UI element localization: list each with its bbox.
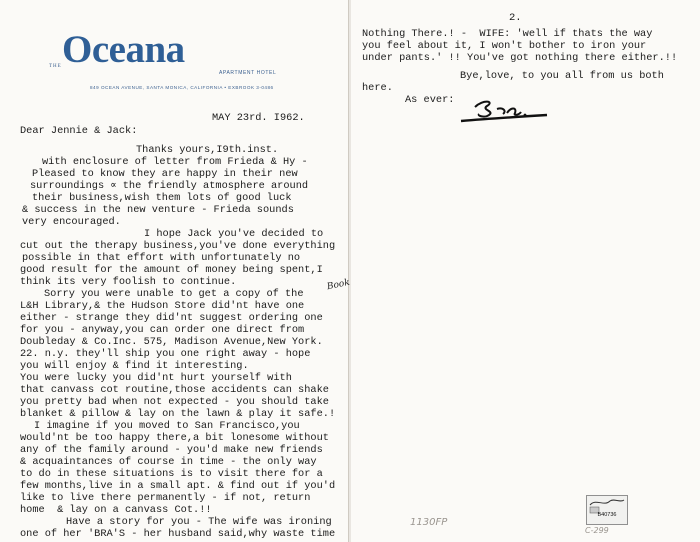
letter-line: under pants.' !! You've got nothing there either.!! [362,52,678,64]
page-number: 2. [509,12,522,24]
letter-line: you will enjoy & find it interesting. [20,360,249,372]
salutation: Dear Jennie & Jack: [20,125,138,137]
letter-line: very encouraged. [22,216,121,228]
letterhead-address: 849 OCEAN AVENUE, SANTA MONICA, CALIFORNIA • EXBROOK 3-0486 [90,85,274,90]
letter-line: think its very foolish to continue. [20,276,237,288]
letter-line: you pretty bad when not expected - you should take [20,396,329,408]
letter-line: I imagine if you moved to San Francisco,you [34,420,300,432]
letter-line: & acquaintances of course in time - the only way [20,456,317,468]
letter-line: good result for the amount of money being spent,I [20,264,323,276]
letterhead-logo: Oceana [62,28,185,71]
signature [455,97,555,125]
letter-line: for you - anyway,you can order one direct from [20,324,305,336]
letter-line: Nothing There.! - WIFE: 'well if thats the way [362,28,653,40]
hologram-id: B40736 [597,512,617,518]
letter-line: blanket & pillow & lay on the lawn & play it safe.! [20,408,336,420]
letter-line: possible in that effort with unfortunately no [22,252,301,264]
letter-line: either - strange they did'nt suggest ordering one [20,312,323,324]
letter-line: L&H Library,& the Hudson Store did'nt have one [20,300,305,312]
letterhead-the: THE [49,64,62,69]
handwritten-book: Book [326,277,351,293]
closing-line: As ever: [405,94,455,106]
letter-line: Pleased to know they are happy in their new [32,168,298,180]
letter-line: any of the family around - you'd make new friends [20,444,323,456]
letter-line: Bye,love, to you all from us both [460,70,664,82]
letter-line: to do in these situations is to visit there for a [20,468,323,480]
letter-line: here. [362,82,393,94]
letter-line: one of her 'BRA'S - her husband said,why waste time [20,528,336,540]
letter-line: cut out the therapy business,you've done everything [20,240,336,252]
letter-line: their business,wish them lots of good luck [32,192,292,204]
letter-line: Have a story for you - The wife was ironing [66,516,332,528]
letter-line: & success in the new venture - Frieda sounds [22,204,294,216]
letterhead-subtitle: APARTMENT HOTEL [219,70,277,76]
letter-line: 22. n.y. they'll ship you one right away - hope [20,348,311,360]
letter-line: you feel about it, I won't bother to iron your [362,40,647,52]
letter-line: Sorry you were unable to get a copy of the [44,288,304,300]
letter-line: Doubleday & Co.Inc. 575, Madison Avenue,New York. [20,336,323,348]
letter-line: that canvass cot routine,those accidents can shake [20,384,329,396]
pencil-note: C-299 [585,526,609,535]
letter-line: I hope Jack you've decided to [144,228,324,240]
pencil-note: 1130FP [410,517,448,528]
letter-line: would'nt be too happy there,a bit lonesome without [20,432,329,444]
letter-line: with enclosure of letter from Frieda & Hy - [42,156,308,168]
letter-line: home & lay on a canvass Cot.!! [20,504,212,516]
letter-line: Thanks yours,I9th.inst. [136,144,279,156]
authentication-hologram [586,495,628,525]
letter-line: You were lucky you did'nt hurt yourself with [20,372,292,384]
letter-line: like to live there permanently - if not, return [20,492,311,504]
letter-date: MAY 23rd. I962. [212,112,305,124]
letter-line: surroundings ∝ the friendly atmosphere around [30,180,309,192]
letter-line: few months,live in a small apt. & find out if you'd [20,480,336,492]
